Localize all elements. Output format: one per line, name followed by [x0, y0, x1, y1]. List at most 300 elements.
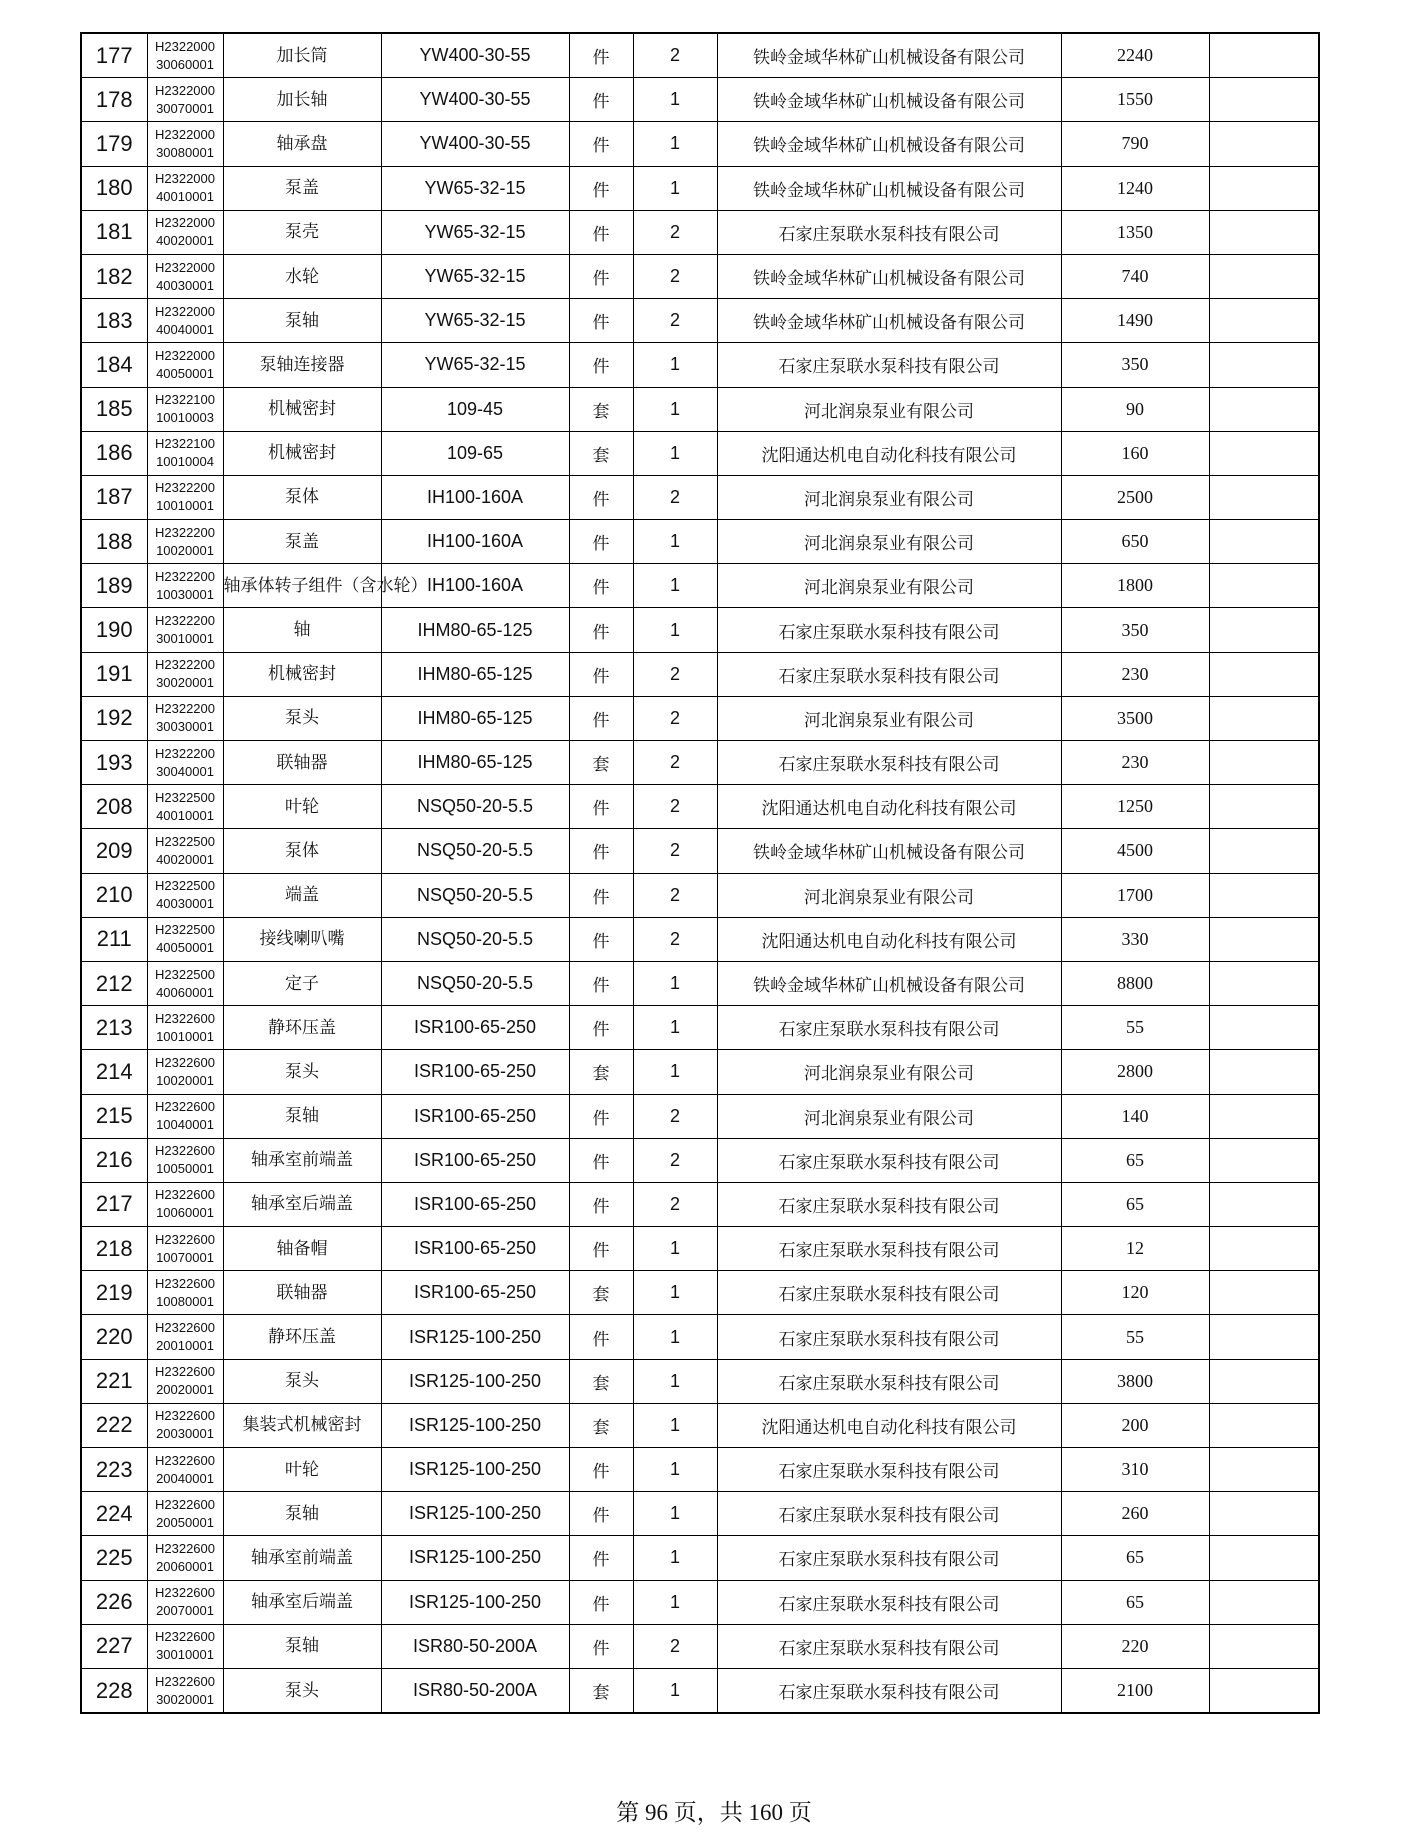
cell-unit: 件: [569, 475, 633, 519]
cell-supplier: 石家庄泵联水泵科技有限公司: [717, 608, 1061, 652]
cell-supplier: 沈阳通达机电自动化科技有限公司: [717, 785, 1061, 829]
cell-supplier: 河北润泉泵业有限公司: [717, 564, 1061, 608]
cell-remark: [1209, 1403, 1319, 1447]
cell-price: 1350: [1061, 210, 1209, 254]
cell-seq: 222: [81, 1403, 147, 1447]
cell-supplier: 石家庄泵联水泵科技有限公司: [717, 741, 1061, 785]
table-body: [81, 33, 1319, 1713]
cell-supplier: 河北润泉泵业有限公司: [717, 873, 1061, 917]
material-code-part1: H2322600: [155, 1496, 215, 1512]
cell-quantity: 2: [633, 652, 717, 696]
table-row: [81, 564, 1319, 608]
material-code-part2: 10030001: [156, 586, 214, 602]
cell-seq: 178: [81, 78, 147, 122]
cell-unit: 件: [569, 166, 633, 210]
cell-remark: [1209, 1359, 1319, 1403]
cell-seq: 211: [81, 917, 147, 961]
cell-model: IHM80-65-125: [381, 696, 569, 740]
table-row: [81, 166, 1319, 210]
material-code-part1: H2322000: [155, 126, 215, 142]
cell-price: 220: [1061, 1624, 1209, 1668]
cell-seq: 224: [81, 1492, 147, 1536]
cell-quantity: 2: [633, 33, 717, 78]
material-code-part2: 10070001: [156, 1249, 214, 1265]
cell-supplier: 铁岭金域华林矿山机械设备有限公司: [717, 299, 1061, 343]
table-row: [81, 608, 1319, 652]
cell-seq: 188: [81, 520, 147, 564]
material-code-part1: H2322000: [155, 82, 215, 98]
material-code-part2: 30080001: [156, 144, 214, 160]
material-code-part1: H2322200: [155, 745, 215, 761]
cell-remark: [1209, 387, 1319, 431]
table-row: [81, 1492, 1319, 1536]
material-code-part2: 20020001: [156, 1382, 214, 1398]
cell-price: 65: [1061, 1182, 1209, 1226]
cell-unit: 件: [569, 696, 633, 740]
table-row: [81, 1138, 1319, 1182]
material-code-part1: H2322200: [155, 480, 215, 496]
cell-unit: 件: [569, 1138, 633, 1182]
cell-remark: [1209, 1227, 1319, 1271]
cell-model: ISR100-65-250: [381, 1182, 569, 1226]
material-code-part2: 10060001: [156, 1205, 214, 1221]
table-row: [81, 387, 1319, 431]
cell-part-name: 泵轴: [223, 299, 381, 343]
cell-model: 109-45: [381, 387, 569, 431]
cell-supplier: 石家庄泵联水泵科技有限公司: [717, 1182, 1061, 1226]
cell-supplier: 沈阳通达机电自动化科技有限公司: [717, 1403, 1061, 1447]
material-code-part1: H2322600: [155, 1540, 215, 1556]
cell-remark: [1209, 873, 1319, 917]
cell-price: 650: [1061, 520, 1209, 564]
table-row: [81, 1094, 1319, 1138]
table-row: [81, 1448, 1319, 1492]
table-row: [81, 254, 1319, 298]
cell-unit: 件: [569, 254, 633, 298]
cell-material-code: [147, 299, 223, 343]
cell-unit: 件: [569, 1624, 633, 1668]
cell-quantity: 1: [633, 520, 717, 564]
cell-model: YW65-32-15: [381, 343, 569, 387]
cell-model: IHM80-65-125: [381, 608, 569, 652]
cell-model: IH100-160A: [381, 475, 569, 519]
cell-remark: [1209, 1668, 1319, 1713]
cell-material-code: [147, 652, 223, 696]
cell-part-name: 静环压盖: [223, 1315, 381, 1359]
cell-quantity: 1: [633, 166, 717, 210]
material-code-part2: 10010001: [156, 498, 214, 514]
cell-remark: [1209, 1271, 1319, 1315]
cell-unit: 件: [569, 1536, 633, 1580]
cell-seq: 216: [81, 1138, 147, 1182]
cell-unit: 套: [569, 1271, 633, 1315]
cell-unit: 套: [569, 431, 633, 475]
cell-unit: 件: [569, 299, 633, 343]
material-code-part2: 10010001: [156, 1028, 214, 1044]
material-code-part1: H2322600: [155, 1364, 215, 1380]
cell-material-code: [147, 166, 223, 210]
cell-quantity: 1: [633, 564, 717, 608]
material-code-part2: 40030001: [156, 277, 214, 293]
cell-part-name: 泵体: [223, 829, 381, 873]
cell-part-name: 轴承室前端盖: [223, 1138, 381, 1182]
cell-supplier: 铁岭金域华林矿山机械设备有限公司: [717, 166, 1061, 210]
cell-quantity: 2: [633, 696, 717, 740]
cell-supplier: 石家庄泵联水泵科技有限公司: [717, 210, 1061, 254]
cell-quantity: 1: [633, 1315, 717, 1359]
material-code-part1: H2322000: [155, 215, 215, 231]
cell-model: ISR125-100-250: [381, 1492, 569, 1536]
cell-supplier: 铁岭金域华林矿山机械设备有限公司: [717, 122, 1061, 166]
cell-remark: [1209, 741, 1319, 785]
cell-seq: 212: [81, 961, 147, 1005]
cell-model: YW65-32-15: [381, 166, 569, 210]
cell-supplier: 石家庄泵联水泵科技有限公司: [717, 1006, 1061, 1050]
cell-seq: 183: [81, 299, 147, 343]
cell-material-code: [147, 564, 223, 608]
cell-unit: 件: [569, 1492, 633, 1536]
cell-unit: 套: [569, 1403, 633, 1447]
cell-seq: 213: [81, 1006, 147, 1050]
cell-quantity: 2: [633, 254, 717, 298]
cell-remark: [1209, 1315, 1319, 1359]
cell-remark: [1209, 1580, 1319, 1624]
parts-table: [80, 32, 1320, 1714]
material-code-part1: H2322100: [155, 392, 215, 408]
cell-material-code: [147, 961, 223, 1005]
material-code-part2: 30060001: [156, 56, 214, 72]
cell-part-name: 机械密封: [223, 387, 381, 431]
cell-remark: [1209, 1492, 1319, 1536]
cell-price: 1250: [1061, 785, 1209, 829]
material-code-part1: H2322600: [155, 1585, 215, 1601]
cell-seq: 226: [81, 1580, 147, 1624]
cell-part-name: 联轴器: [223, 1271, 381, 1315]
material-code-part1: H2322600: [155, 1143, 215, 1159]
cell-seq: 209: [81, 829, 147, 873]
material-code-part1: H2322500: [155, 833, 215, 849]
cell-part-name: 轴承室后端盖: [223, 1580, 381, 1624]
cell-seq: 219: [81, 1271, 147, 1315]
cell-supplier: 河北润泉泵业有限公司: [717, 696, 1061, 740]
cell-supplier: 石家庄泵联水泵科技有限公司: [717, 1315, 1061, 1359]
cell-remark: [1209, 254, 1319, 298]
cell-quantity: 1: [633, 1359, 717, 1403]
cell-part-name: 泵轴: [223, 1492, 381, 1536]
cell-model: YW65-32-15: [381, 210, 569, 254]
material-code-part1: H2322200: [155, 613, 215, 629]
cell-model: ISR100-65-250: [381, 1138, 569, 1182]
cell-supplier: 石家庄泵联水泵科技有限公司: [717, 1492, 1061, 1536]
cell-price: 8800: [1061, 961, 1209, 1005]
cell-unit: 件: [569, 608, 633, 652]
cell-part-name: 轴: [223, 608, 381, 652]
cell-seq: 223: [81, 1448, 147, 1492]
cell-material-code: [147, 1182, 223, 1226]
cell-part-name: 联轴器: [223, 741, 381, 785]
cell-model: NSQ50-20-5.5: [381, 829, 569, 873]
cell-part-name: 端盖: [223, 873, 381, 917]
cell-quantity: 1: [633, 1227, 717, 1271]
cell-remark: [1209, 1448, 1319, 1492]
cell-unit: 件: [569, 1448, 633, 1492]
cell-model: 109-65: [381, 431, 569, 475]
cell-seq: 187: [81, 475, 147, 519]
cell-seq: 182: [81, 254, 147, 298]
material-code-part1: H2322200: [155, 568, 215, 584]
material-code-part1: H2322600: [155, 1187, 215, 1203]
cell-unit: 件: [569, 564, 633, 608]
material-code-part2: 40040001: [156, 321, 214, 337]
cell-unit: 件: [569, 1006, 633, 1050]
cell-quantity: 1: [633, 1580, 717, 1624]
cell-remark: [1209, 78, 1319, 122]
cell-price: 2100: [1061, 1668, 1209, 1713]
cell-remark: [1209, 608, 1319, 652]
cell-quantity: 1: [633, 1050, 717, 1094]
cell-supplier: 石家庄泵联水泵科技有限公司: [717, 343, 1061, 387]
table-row: [81, 210, 1319, 254]
material-code-part2: 20050001: [156, 1514, 214, 1530]
table-row: [81, 917, 1319, 961]
material-code-part1: H2322600: [155, 1629, 215, 1645]
table-row: [81, 1271, 1319, 1315]
cell-price: 2240: [1061, 33, 1209, 78]
cell-part-name: 机械密封: [223, 652, 381, 696]
cell-material-code: [147, 741, 223, 785]
cell-price: 350: [1061, 608, 1209, 652]
cell-part-name: 泵头: [223, 1668, 381, 1713]
cell-unit: 件: [569, 78, 633, 122]
cell-quantity: 2: [633, 1624, 717, 1668]
cell-price: 260: [1061, 1492, 1209, 1536]
material-code-part1: H2322600: [155, 1320, 215, 1336]
material-code-part1: H2322500: [155, 878, 215, 894]
cell-price: 55: [1061, 1315, 1209, 1359]
cell-quantity: 1: [633, 1668, 717, 1713]
cell-quantity: 2: [633, 1182, 717, 1226]
cell-quantity: 1: [633, 1403, 717, 1447]
cell-material-code: [147, 1138, 223, 1182]
cell-seq: 193: [81, 741, 147, 785]
cell-unit: 套: [569, 1668, 633, 1713]
cell-unit: 件: [569, 1182, 633, 1226]
material-code-part1: H2322000: [155, 259, 215, 275]
cell-part-name: 定子: [223, 961, 381, 1005]
cell-material-code: [147, 343, 223, 387]
cell-price: 790: [1061, 122, 1209, 166]
cell-model: YW65-32-15: [381, 299, 569, 343]
cell-model: ISR125-100-250: [381, 1536, 569, 1580]
cell-part-name: 泵体: [223, 475, 381, 519]
cell-remark: [1209, 343, 1319, 387]
cell-supplier: 铁岭金域华林矿山机械设备有限公司: [717, 33, 1061, 78]
cell-price: 160: [1061, 431, 1209, 475]
material-code-part2: 30020001: [156, 1691, 214, 1707]
table-row: [81, 520, 1319, 564]
cell-material-code: [147, 475, 223, 519]
cell-material-code: [147, 210, 223, 254]
cell-model: ISR100-65-250: [381, 1227, 569, 1271]
cell-quantity: 1: [633, 1492, 717, 1536]
cell-remark: [1209, 785, 1319, 829]
material-code-part2: 10010004: [156, 454, 214, 470]
cell-price: 1800: [1061, 564, 1209, 608]
cell-seq: 181: [81, 210, 147, 254]
cell-seq: 214: [81, 1050, 147, 1094]
cell-model: YW400-30-55: [381, 122, 569, 166]
material-code-part1: H2322600: [155, 1010, 215, 1026]
table-row: [81, 33, 1319, 78]
cell-remark: [1209, 829, 1319, 873]
material-code-part1: H2322600: [155, 1452, 215, 1468]
table-row: [81, 741, 1319, 785]
cell-part-name: 泵头: [223, 1359, 381, 1403]
table-row: [81, 1359, 1319, 1403]
table-row: [81, 652, 1319, 696]
cell-seq: 227: [81, 1624, 147, 1668]
cell-material-code: [147, 1227, 223, 1271]
cell-remark: [1209, 696, 1319, 740]
cell-model: YW400-30-55: [381, 33, 569, 78]
cell-material-code: [147, 1580, 223, 1624]
cell-part-name: 轴承盘: [223, 122, 381, 166]
cell-supplier: 石家庄泵联水泵科技有限公司: [717, 1227, 1061, 1271]
material-code-part2: 20060001: [156, 1558, 214, 1574]
cell-price: 90: [1061, 387, 1209, 431]
table-row: [81, 1580, 1319, 1624]
cell-model: ISR80-50-200A: [381, 1668, 569, 1713]
cell-model: IHM80-65-125: [381, 652, 569, 696]
material-code-part2: 20040001: [156, 1470, 214, 1486]
cell-remark: [1209, 166, 1319, 210]
cell-seq: 225: [81, 1536, 147, 1580]
cell-model: ISR80-50-200A: [381, 1624, 569, 1668]
cell-supplier: 铁岭金域华林矿山机械设备有限公司: [717, 78, 1061, 122]
cell-part-name: 加长筒: [223, 33, 381, 78]
cell-part-name: 集装式机械密封: [223, 1403, 381, 1447]
cell-seq: 191: [81, 652, 147, 696]
cell-quantity: 1: [633, 78, 717, 122]
cell-unit: 件: [569, 1094, 633, 1138]
material-code-part1: H2322600: [155, 1054, 215, 1070]
cell-seq: 221: [81, 1359, 147, 1403]
table-row: [81, 961, 1319, 1005]
cell-price: 55: [1061, 1006, 1209, 1050]
cell-supplier: 石家庄泵联水泵科技有限公司: [717, 652, 1061, 696]
table-row: [81, 1227, 1319, 1271]
material-code-part1: H2322200: [155, 524, 215, 540]
table-row: [81, 829, 1319, 873]
material-code-part2: 10020001: [156, 1072, 214, 1088]
cell-quantity: 2: [633, 475, 717, 519]
cell-part-name: 水轮: [223, 254, 381, 298]
cell-seq: 184: [81, 343, 147, 387]
cell-quantity: 2: [633, 873, 717, 917]
cell-unit: 件: [569, 1315, 633, 1359]
material-code-part2: 30040001: [156, 763, 214, 779]
cell-supplier: 石家庄泵联水泵科技有限公司: [717, 1668, 1061, 1713]
cell-part-name: 接线喇叭嘴: [223, 917, 381, 961]
cell-material-code: [147, 873, 223, 917]
cell-material-code: [147, 1050, 223, 1094]
material-code-part2: 40010001: [156, 807, 214, 823]
cell-model: YW65-32-15: [381, 254, 569, 298]
cell-part-name: 轴承室后端盖: [223, 1182, 381, 1226]
cell-material-code: [147, 1448, 223, 1492]
cell-remark: [1209, 122, 1319, 166]
cell-seq: 215: [81, 1094, 147, 1138]
material-code-part2: 40050001: [156, 940, 214, 956]
cell-price: 2800: [1061, 1050, 1209, 1094]
material-code-part1: H2322000: [155, 38, 215, 54]
cell-price: 330: [1061, 917, 1209, 961]
cell-model: ISR125-100-250: [381, 1448, 569, 1492]
cell-model: ISR100-65-250: [381, 1094, 569, 1138]
material-code-part1: H2322600: [155, 1099, 215, 1115]
cell-price: 120: [1061, 1271, 1209, 1315]
cell-material-code: [147, 1492, 223, 1536]
cell-part-name: 轴承体转子组件（含水轮）: [223, 564, 381, 608]
table-row: [81, 696, 1319, 740]
cell-unit: 件: [569, 1580, 633, 1624]
cell-part-name: 泵盖: [223, 520, 381, 564]
cell-material-code: [147, 122, 223, 166]
cell-part-name: 泵盖: [223, 166, 381, 210]
cell-model: YW400-30-55: [381, 78, 569, 122]
cell-supplier: 河北润泉泵业有限公司: [717, 1094, 1061, 1138]
cell-supplier: 河北润泉泵业有限公司: [717, 1050, 1061, 1094]
cell-material-code: [147, 33, 223, 78]
cell-seq: 190: [81, 608, 147, 652]
material-code-part1: H2322600: [155, 1673, 215, 1689]
cell-remark: [1209, 1050, 1319, 1094]
cell-material-code: [147, 696, 223, 740]
cell-quantity: 1: [633, 431, 717, 475]
cell-seq: 208: [81, 785, 147, 829]
table-row: [81, 1315, 1319, 1359]
cell-model: IH100-160A: [381, 564, 569, 608]
cell-quantity: 2: [633, 829, 717, 873]
cell-part-name: 泵壳: [223, 210, 381, 254]
cell-material-code: [147, 254, 223, 298]
cell-unit: 件: [569, 343, 633, 387]
material-code-part1: H2322500: [155, 922, 215, 938]
cell-price: 3800: [1061, 1359, 1209, 1403]
material-code-part2: 40020001: [156, 233, 214, 249]
cell-material-code: [147, 1359, 223, 1403]
cell-remark: [1209, 961, 1319, 1005]
cell-model: ISR125-100-250: [381, 1315, 569, 1359]
cell-price: 1550: [1061, 78, 1209, 122]
cell-supplier: 石家庄泵联水泵科技有限公司: [717, 1271, 1061, 1315]
cell-remark: [1209, 431, 1319, 475]
material-code-part1: H2322500: [155, 789, 215, 805]
cell-quantity: 1: [633, 608, 717, 652]
cell-seq: 210: [81, 873, 147, 917]
table-row: [81, 431, 1319, 475]
cell-unit: 件: [569, 961, 633, 1005]
table-row: [81, 1050, 1319, 1094]
cell-seq: 180: [81, 166, 147, 210]
cell-part-name: 泵头: [223, 1050, 381, 1094]
cell-supplier: 铁岭金域华林矿山机械设备有限公司: [717, 829, 1061, 873]
cell-price: 1240: [1061, 166, 1209, 210]
material-code-part1: H2322500: [155, 966, 215, 982]
material-code-part1: H2322000: [155, 171, 215, 187]
material-code-part2: 40050001: [156, 365, 214, 381]
material-code-part1: H2322000: [155, 303, 215, 319]
